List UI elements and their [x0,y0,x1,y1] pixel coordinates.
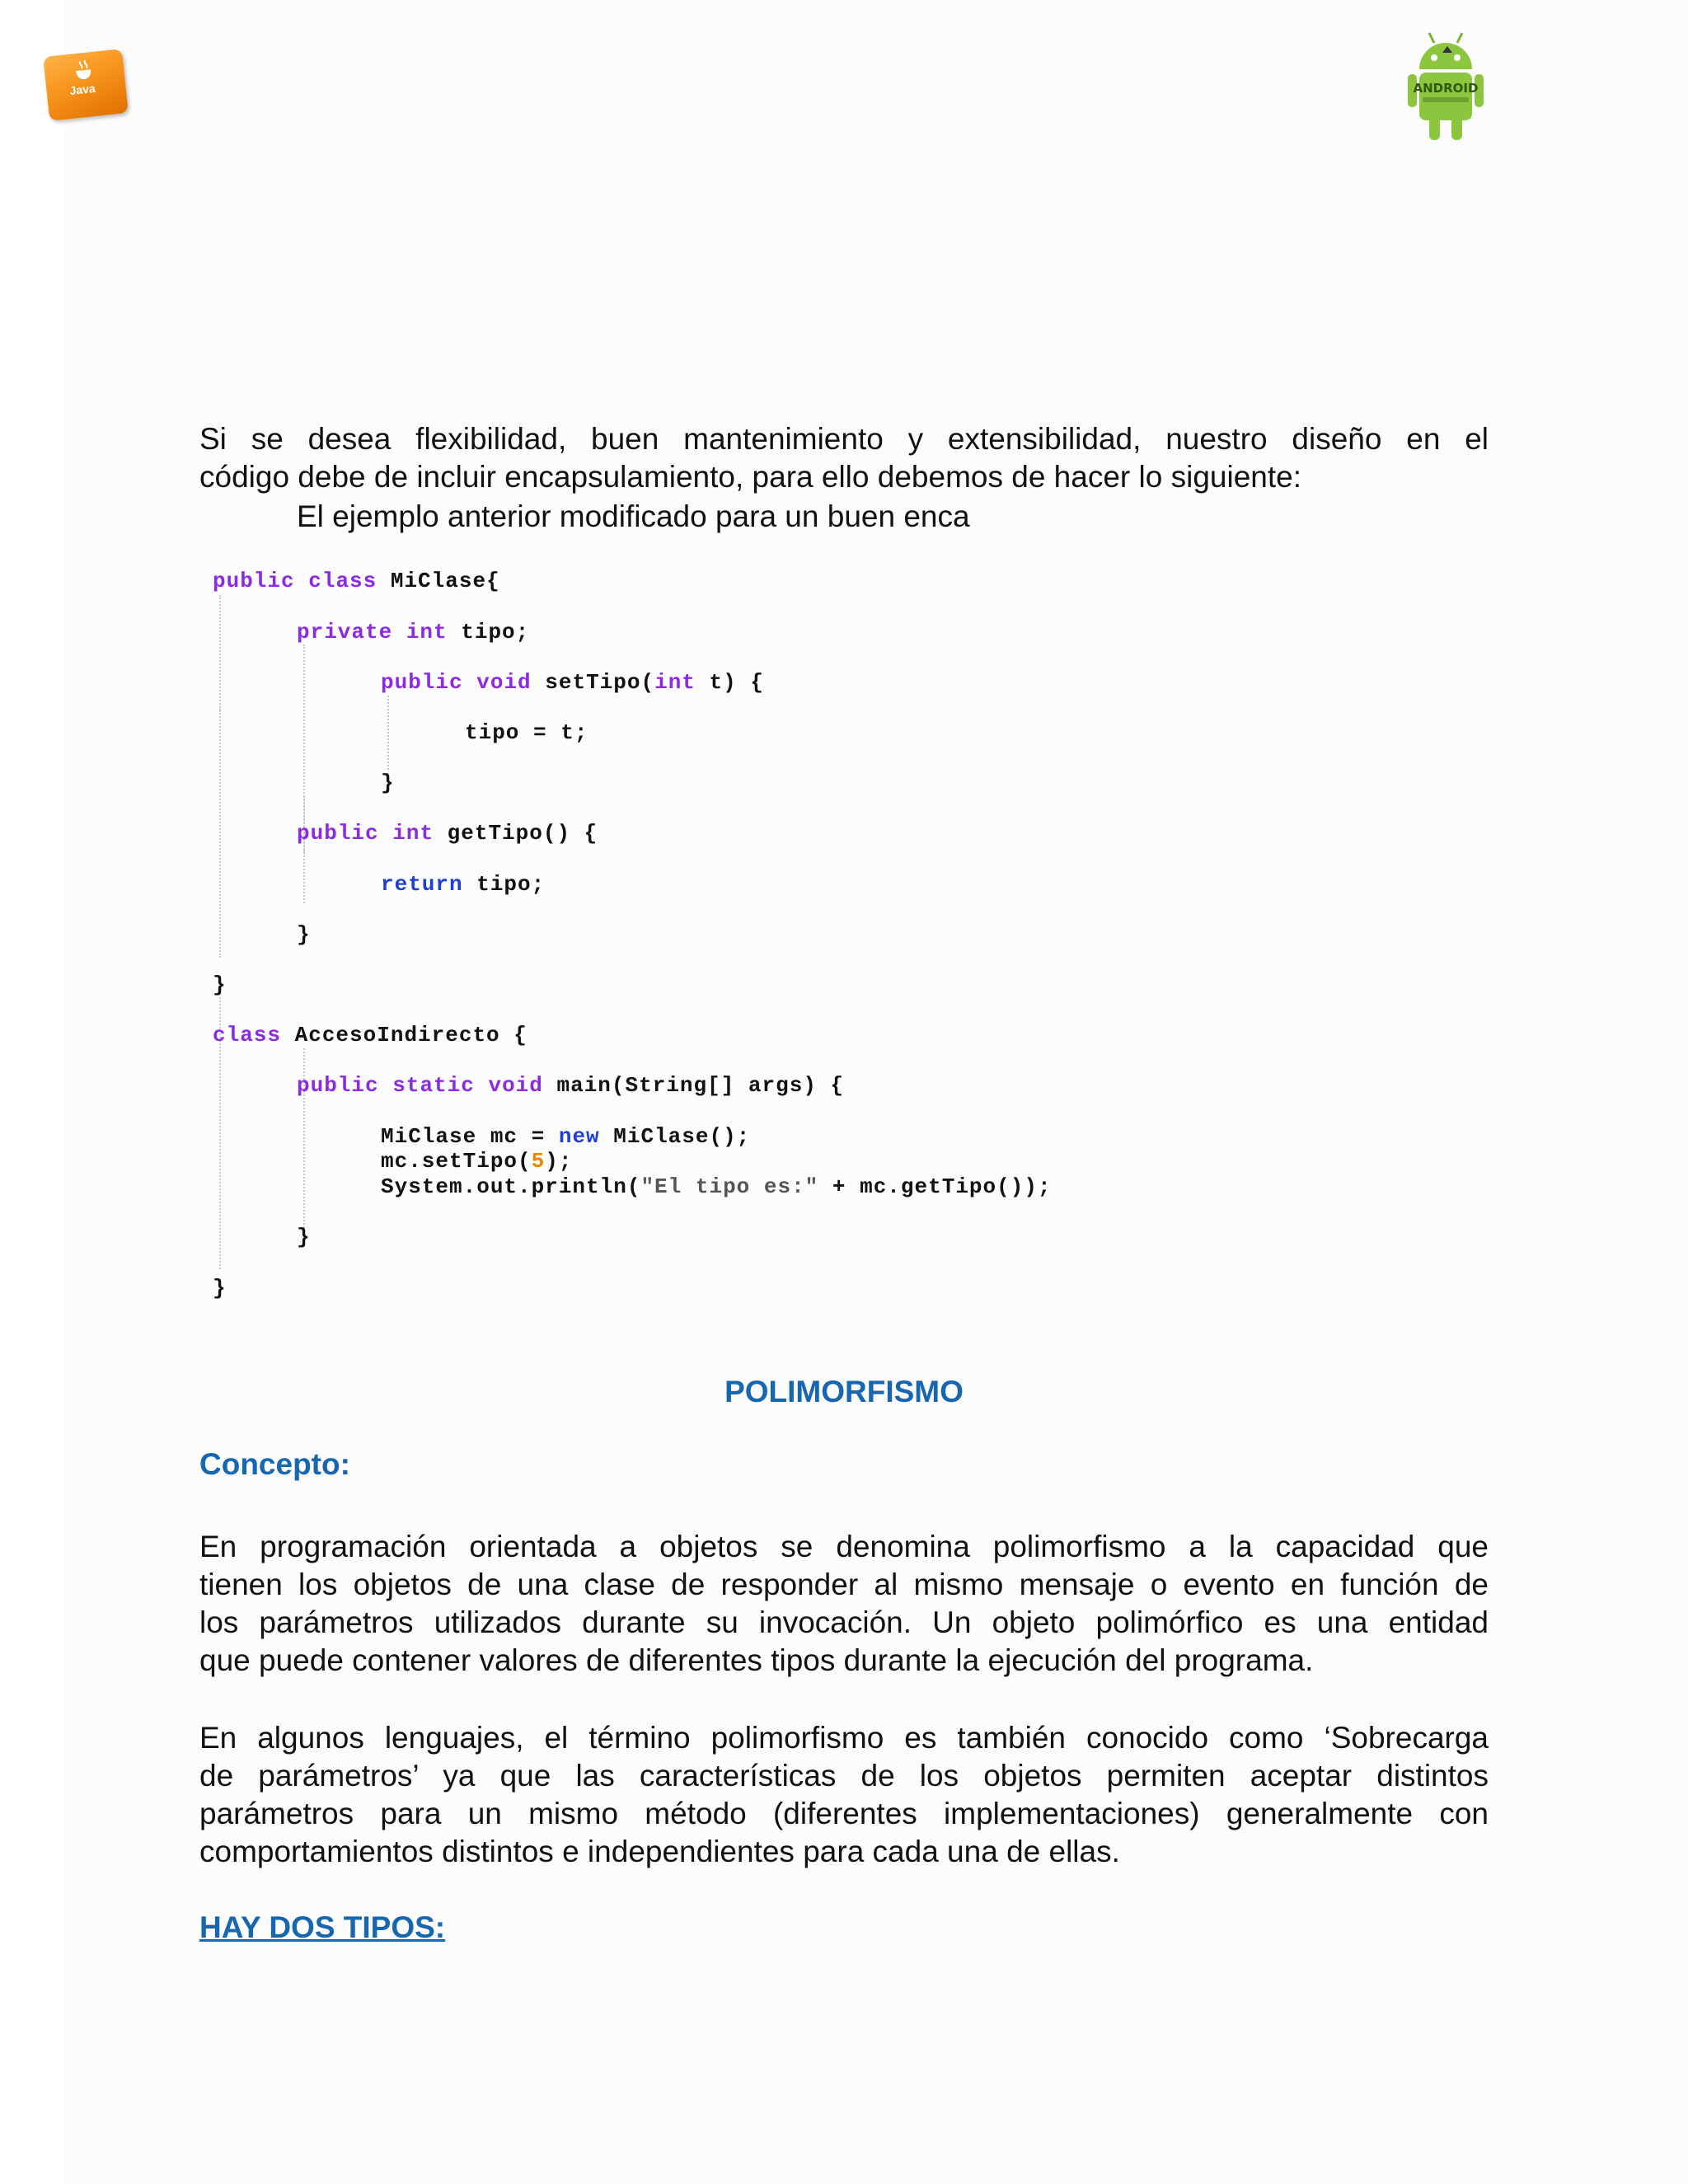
indent-guide [303,796,305,903]
tipos-heading: HAY DOS TIPOS: [199,1910,446,1944]
code-line-11: public static void main(String[] args) { [297,1073,845,1098]
paragraph-2-line-1: En algunos lenguajes, el término polimorfismo es también conocido como ‘Sobrecarga [199,1721,1489,1755]
paragraph-1-line-3: los parámetros utilizados durante su invocación. Un objeto polimórfico es una entidad [199,1605,1489,1639]
intro-paragraph [199,420,1489,458]
android-logo-text: ANDROID [1413,81,1479,96]
indent-guide [387,696,389,770]
code-line-15: } [297,1225,311,1249]
code-block [213,560,1416,1319]
intro-line-1: Si se desea flexibilidad, buen mantenimiento y extensibilidad, nuestro diseño en el [199,422,1489,456]
intro-paragraph-2 [199,458,1489,496]
code-line-16: } [213,1276,227,1301]
code-line-12: MiClase mc = new MiClase(); [381,1124,751,1149]
paragraph-2-line-2: de parámetros’ ya que las características de los objetos permiten aceptar distintos [199,1759,1489,1793]
concepto-heading: Concepto: [199,1447,350,1481]
code-line-9: } [213,972,227,997]
coffee-cup-icon [72,59,97,82]
paragraph-1-line-2: tienen los objetos de una clase de responder al mismo mensaje o evento en función de [199,1568,1489,1601]
paragraph-2 [199,1719,1489,1833]
paragraph-1-line-1: En programación orientada a objetos se denomina polimorfismo a la capacidad que [199,1530,1489,1563]
intro-line-2: código debe de incluir encapsulamiento, para ello debemos de hacer lo siguiente: [199,460,1301,494]
java-logo [43,49,129,121]
indent-guide [219,595,221,710]
code-line-1: public class MiClase{ [213,569,500,593]
paragraph-2-end [199,1833,1489,1871]
code-line-10: class AccesoIndirecto { [213,1023,528,1047]
java-logo-text: Java [68,81,96,98]
paragraph-1-line-4: que puede contener valores de diferentes tipos durante la ejecución del programa. [199,1643,1314,1677]
code-line-4: tipo = t; [465,720,588,745]
code-line-5: } [381,771,395,795]
code-line-6: public int getTipo() { [297,821,598,846]
paragraph-2-line-3: parámetros para un mismo método (diferentes implementaciones) generalmente con [199,1797,1489,1830]
code-line-8: } [297,922,311,947]
code-line-13: mc.setTipo(5); [381,1149,573,1174]
code-line-7: return tipo; [381,872,546,897]
paragraph-2-line-4: comportamientos distintos e independientes para cada una de ellas. [199,1835,1120,1868]
code-line-2: private int tipo; [297,620,530,644]
paragraph-1-end [199,1642,1489,1680]
intro-line-3: El ejemplo anterior modificado para un buen enca [297,499,970,533]
android-logo [1406,28,1485,142]
paragraph-1 [199,1528,1489,1642]
indent-guide [219,710,221,958]
code-line-14: System.out.println("El tipo es:" + mc.getTipo()); [381,1174,1052,1199]
section-title: POLIMORFISMO [724,1375,964,1408]
code-line-3: public void setTipo(int t) { [381,670,764,695]
